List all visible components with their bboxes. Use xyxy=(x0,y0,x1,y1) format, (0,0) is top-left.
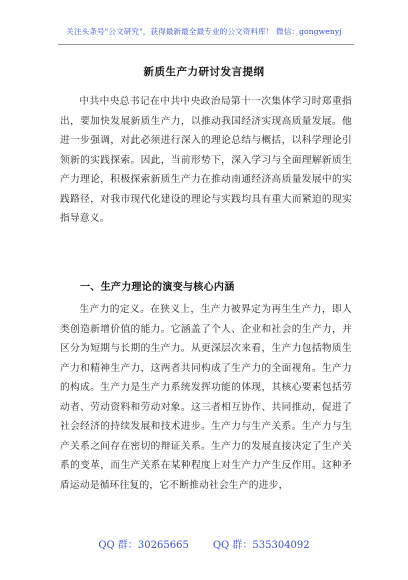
footer-contact xyxy=(0,536,408,551)
header-promo-note: 关注头条号"公文研究"，获得最新最全最专业的公文资料库！ 微信：gongwenyj xyxy=(66,27,342,36)
intro-paragraph: 中共中央总书记在中共中央政治局第十一次集体学习时郑重指出，要加快发展新质生产力，以推动我国经济实现高质量发展。他进一步强调，对此必须进行深入的理论总结与概括，以科学理论引领新的实践探索。因此，当前形势下，深入学习与全面理解新质生产力理论，积极探索新质生产力在推动南通经济高质量发展中的实践路径，对我市现代化建设的理论与实践均具有重大而紧迫的现实指导意义。 xyxy=(60,96,352,224)
section-heading: 一、生产力理论的演变与核心内涵 xyxy=(80,282,235,293)
footer-qq-group-1: QQ 群：30265665 xyxy=(98,540,189,551)
section-paragraph: 生产力的定义。在狭义上，生产力被界定为再生生产力，即人类创造新增价值的能力。它涵盖了个人、企业和社会的生产力，并区分为短期与长期的生产力。从更深层次来看，生产力包括物质生产力和精神生产力，这两者共同构成了生产力的全面视角。生产力的构成。生产力是生产力系统发挥功能的体现，其核心要素包括劳动者、劳动资料和劳动对象。这三者相互协作、共同推动，促进了社会经济的持续发展和技术进步。生产力与生产关系。生产力与生产关系之间存在密切的辩证关系。生产力的发展直接决定了生产关系的变革，而生产关系在某种程度上对生产力产生反作用。这种矛盾运动是循环往复的，它不断推动社会生产的进步， xyxy=(60,304,352,491)
footer-qq-group-2: QQ 群：535304092 xyxy=(212,540,310,551)
header-divider xyxy=(58,44,354,45)
document-title: 新质生产力研讨发言提纲 xyxy=(143,66,265,78)
